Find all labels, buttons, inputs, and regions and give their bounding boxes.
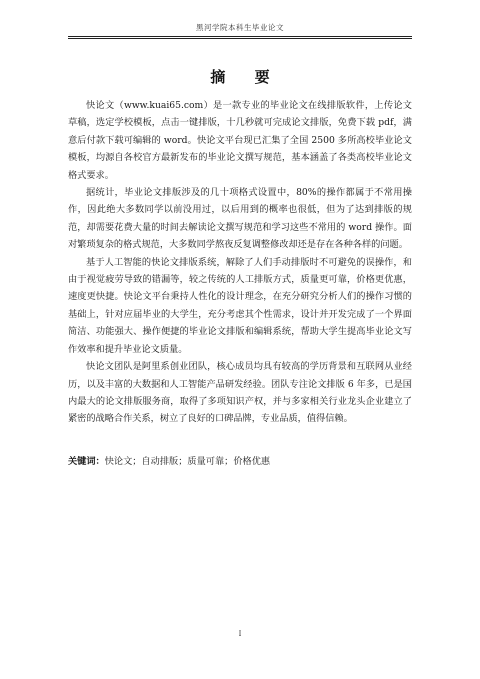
paragraph-4: 快论文团队是阿里系创业团队，核心成员均具有较高的学历背景和互联网从业经历，以及丰富的大数据和人工智能产品研发经验。团队专注论文排版 6 年多，已是国内最大的论文排版服务商，取得了多项知识产权，并与多家相关行业龙头企业建立了紧密的战略合作关系，树立了良好的口碑品牌，专业品质，值得信赖。 (68, 361, 412, 425)
running-header: 黑河学院本科生毕业论文 (196, 23, 284, 32)
page-number: I (238, 630, 242, 638)
abstract-body (68, 97, 412, 428)
paragraph-3: 基于人工智能的快论文排版系统，解除了人们手动排版时不可避免的误操作，和由于视觉疲劳导致的错漏等，较之传统的人工排版方式，质量更可靠，价格更优惠，速度更快捷。快论文平台秉持人性化的设计理念，在充分研究分析人们的操作习惯的基础上，针对应届毕业的大学生，充分考虑其个性需求，设计并开发完成了一个界面简洁、功能强大、操作便捷的毕业论文排版和编辑系统，帮助大学生提高毕业论文写作效率和提升毕业论文质量。 (68, 256, 412, 355)
header-rule-thin (68, 38, 412, 39)
paragraph-2: 据统计，毕业论文排版涉及的几十项格式设置中，80%的操作都属于不常用操作，因此绝大多数同学以前没用过，以后用到的概率也很低，但为了达到排版的规范，却需要花费大量的时间去解读论文撰写规范和学习这些不常用的 word 操作。面对繁琐复杂的格式规范，大多数同学熬夜反复调整修改却还是存在各种各样的问题。 (68, 187, 412, 251)
keywords-line (68, 453, 412, 470)
abstract-title: 摘 要 (210, 68, 282, 86)
keywords-label: 关键词： (68, 456, 105, 467)
header-rule (68, 36, 412, 37)
keywords-text: 快论文；自动排版；质量可靠；价格优惠 (104, 456, 271, 467)
paragraph-1: 快论文（www.kuai65.com）是一款专业的毕业论文在线排版软件，上传论文草稿，选定学校模板，点击一键排版，十几秒就可完成论文排版，免费下载 pdf，满意后付款下载可编辑的 word。快论文平台现已汇集了全国 2500 多所高校毕业论文模板，均源自各校官方最新发布的毕业论文撰写规范，基本涵盖了各类高校毕业论文格式要求。 (68, 100, 412, 181)
